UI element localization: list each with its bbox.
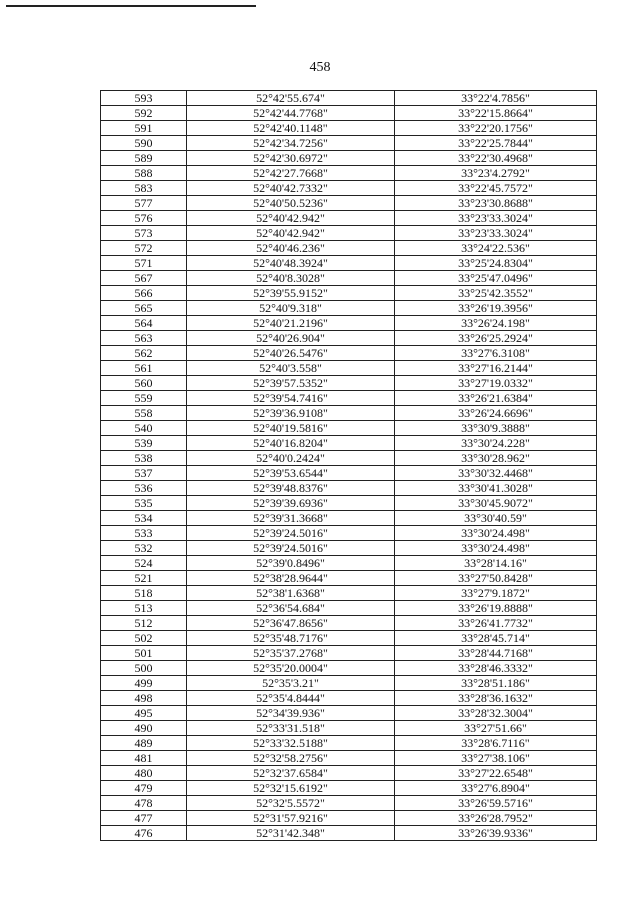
longitude-cell: 33°28'32.3004" [395, 706, 597, 721]
longitude-cell: 33°27'6.3108" [395, 346, 597, 361]
point-number-cell: 562 [101, 346, 187, 361]
table-row [101, 301, 597, 316]
longitude-cell: 33°27'22.6548" [395, 766, 597, 781]
longitude-cell: 33°26'24.198" [395, 316, 597, 331]
point-number-cell: 479 [101, 781, 187, 796]
longitude-cell: 33°30'45.9072" [395, 496, 597, 511]
latitude-cell: 52°35'37.2768" [187, 646, 395, 661]
point-number-cell: 591 [101, 121, 187, 136]
longitude-cell: 33°30'40.59" [395, 511, 597, 526]
latitude-cell: 52°32'37.6584" [187, 766, 395, 781]
latitude-cell: 52°39'57.5352" [187, 376, 395, 391]
longitude-cell: 33°27'16.2144" [395, 361, 597, 376]
latitude-cell: 52°40'26.5476" [187, 346, 395, 361]
table-row [101, 496, 597, 511]
table-row [101, 691, 597, 706]
point-number-cell: 533 [101, 526, 187, 541]
latitude-cell: 52°40'42.7332" [187, 181, 395, 196]
point-number-cell: 589 [101, 151, 187, 166]
table-row [101, 436, 597, 451]
coordinates-table [100, 90, 597, 841]
latitude-cell: 52°42'34.7256" [187, 136, 395, 151]
point-number-cell: 590 [101, 136, 187, 151]
longitude-cell: 33°28'45.714" [395, 631, 597, 646]
table-row [101, 601, 597, 616]
longitude-cell: 33°28'51.186" [395, 676, 597, 691]
longitude-cell: 33°23'30.8688" [395, 196, 597, 211]
longitude-cell: 33°26'59.5716" [395, 796, 597, 811]
page-number: 458 [309, 60, 331, 75]
latitude-cell: 52°32'58.2756" [187, 751, 395, 766]
table-row [101, 451, 597, 466]
table-row [101, 181, 597, 196]
point-number-cell: 513 [101, 601, 187, 616]
latitude-cell: 52°36'54.684" [187, 601, 395, 616]
longitude-cell: 33°27'51.66" [395, 721, 597, 736]
point-number-cell: 573 [101, 226, 187, 241]
longitude-cell: 33°28'14.16" [395, 556, 597, 571]
latitude-cell: 52°36'47.8656" [187, 616, 395, 631]
table-row [101, 226, 597, 241]
latitude-cell: 52°39'53.6544" [187, 466, 395, 481]
latitude-cell: 52°33'31.518" [187, 721, 395, 736]
table-row [101, 376, 597, 391]
latitude-cell: 52°35'3.21" [187, 676, 395, 691]
table-row [101, 331, 597, 346]
point-number-cell: 583 [101, 181, 187, 196]
longitude-cell: 33°23'33.3024" [395, 211, 597, 226]
point-number-cell: 593 [101, 91, 187, 106]
longitude-cell: 33°27'6.8904" [395, 781, 597, 796]
point-number-cell: 559 [101, 391, 187, 406]
longitude-cell: 33°30'28.962" [395, 451, 597, 466]
table-row [101, 256, 597, 271]
table-row [101, 616, 597, 631]
longitude-cell: 33°22'45.7572" [395, 181, 597, 196]
table-row [101, 781, 597, 796]
longitude-cell: 33°27'19.0332" [395, 376, 597, 391]
point-number-cell: 572 [101, 241, 187, 256]
point-number-cell: 576 [101, 211, 187, 226]
latitude-cell: 52°42'40.1148" [187, 121, 395, 136]
longitude-cell: 33°22'15.8664" [395, 106, 597, 121]
latitude-cell: 52°40'48.3924" [187, 256, 395, 271]
longitude-cell: 33°27'9.1872" [395, 586, 597, 601]
latitude-cell: 52°40'21.2196" [187, 316, 395, 331]
latitude-cell: 52°42'55.674" [187, 91, 395, 106]
table-row [101, 241, 597, 256]
point-number-cell: 495 [101, 706, 187, 721]
point-number-cell: 567 [101, 271, 187, 286]
table-row [101, 346, 597, 361]
point-number-cell: 588 [101, 166, 187, 181]
point-number-cell: 592 [101, 106, 187, 121]
longitude-cell: 33°28'36.1632" [395, 691, 597, 706]
latitude-cell: 52°39'24.5016" [187, 526, 395, 541]
table-row [101, 106, 597, 121]
table-row [101, 361, 597, 376]
latitude-cell: 52°32'15.6192" [187, 781, 395, 796]
point-number-cell: 518 [101, 586, 187, 601]
longitude-cell: 33°26'19.3956" [395, 301, 597, 316]
latitude-cell: 52°39'48.8376" [187, 481, 395, 496]
table-row [101, 166, 597, 181]
latitude-cell: 52°40'16.8204" [187, 436, 395, 451]
point-number-cell: 499 [101, 676, 187, 691]
point-number-cell: 481 [101, 751, 187, 766]
longitude-cell: 33°22'25.7844" [395, 136, 597, 151]
point-number-cell: 538 [101, 451, 187, 466]
point-number-cell: 476 [101, 826, 187, 841]
longitude-cell: 33°22'30.4968" [395, 151, 597, 166]
latitude-cell: 52°35'20.0004" [187, 661, 395, 676]
latitude-cell: 52°33'32.5188" [187, 736, 395, 751]
point-number-cell: 561 [101, 361, 187, 376]
point-number-cell: 480 [101, 766, 187, 781]
table-row [101, 766, 597, 781]
table-row [101, 271, 597, 286]
table-row [101, 91, 597, 106]
longitude-cell: 33°23'4.2792" [395, 166, 597, 181]
table-row [101, 316, 597, 331]
longitude-cell: 33°25'47.0496" [395, 271, 597, 286]
table-row [101, 676, 597, 691]
latitude-cell: 52°40'50.5236" [187, 196, 395, 211]
longitude-cell: 33°30'41.3028" [395, 481, 597, 496]
latitude-cell: 52°40'0.2424" [187, 451, 395, 466]
table-row [101, 646, 597, 661]
latitude-cell: 52°39'0.8496" [187, 556, 395, 571]
table-row [101, 466, 597, 481]
latitude-cell: 52°40'8.3028" [187, 271, 395, 286]
latitude-cell: 52°38'1.6368" [187, 586, 395, 601]
point-number-cell: 534 [101, 511, 187, 526]
table-row [101, 631, 597, 646]
point-number-cell: 564 [101, 316, 187, 331]
table-row [101, 526, 597, 541]
point-number-cell: 560 [101, 376, 187, 391]
table-row [101, 286, 597, 301]
latitude-cell: 52°39'39.6936" [187, 496, 395, 511]
latitude-cell: 52°40'9.318" [187, 301, 395, 316]
longitude-cell: 33°27'50.8428" [395, 571, 597, 586]
longitude-cell: 33°27'38.106" [395, 751, 597, 766]
longitude-cell: 33°28'6.7116" [395, 736, 597, 751]
table-row [101, 751, 597, 766]
table-row [101, 406, 597, 421]
point-number-cell: 524 [101, 556, 187, 571]
longitude-cell: 33°22'20.1756" [395, 121, 597, 136]
point-number-cell: 478 [101, 796, 187, 811]
longitude-cell: 33°30'32.4468" [395, 466, 597, 481]
latitude-cell: 52°40'42.942" [187, 211, 395, 226]
longitude-cell: 33°30'24.498" [395, 541, 597, 556]
point-number-cell: 500 [101, 661, 187, 676]
table-row [101, 541, 597, 556]
point-number-cell: 558 [101, 406, 187, 421]
longitude-cell: 33°22'4.7856" [395, 91, 597, 106]
header-rule [6, 5, 256, 7]
table-row [101, 391, 597, 406]
longitude-cell: 33°25'24.8304" [395, 256, 597, 271]
longitude-cell: 33°30'24.498" [395, 526, 597, 541]
latitude-cell: 52°35'48.7176" [187, 631, 395, 646]
table-row [101, 136, 597, 151]
latitude-cell: 52°40'42.942" [187, 226, 395, 241]
point-number-cell: 477 [101, 811, 187, 826]
table-row [101, 796, 597, 811]
coordinates-table-body [101, 91, 597, 841]
latitude-cell: 52°40'3.558" [187, 361, 395, 376]
table-row [101, 706, 597, 721]
longitude-cell: 33°26'21.6384" [395, 391, 597, 406]
table-row [101, 421, 597, 436]
latitude-cell: 52°32'5.5572" [187, 796, 395, 811]
point-number-cell: 563 [101, 331, 187, 346]
point-number-cell: 512 [101, 616, 187, 631]
longitude-cell: 33°26'24.6696" [395, 406, 597, 421]
longitude-cell: 33°26'19.8888" [395, 601, 597, 616]
point-number-cell: 577 [101, 196, 187, 211]
longitude-cell: 33°26'41.7732" [395, 616, 597, 631]
latitude-cell: 52°31'57.9216" [187, 811, 395, 826]
point-number-cell: 498 [101, 691, 187, 706]
longitude-cell: 33°25'42.3552" [395, 286, 597, 301]
point-number-cell: 540 [101, 421, 187, 436]
table-row [101, 196, 597, 211]
table-row [101, 151, 597, 166]
table-row [101, 661, 597, 676]
point-number-cell: 535 [101, 496, 187, 511]
latitude-cell: 52°39'55.9152" [187, 286, 395, 301]
table-row [101, 511, 597, 526]
longitude-cell: 33°30'9.3888" [395, 421, 597, 436]
latitude-cell: 52°42'27.7668" [187, 166, 395, 181]
table-row [101, 736, 597, 751]
latitude-cell: 52°40'26.904" [187, 331, 395, 346]
point-number-cell: 537 [101, 466, 187, 481]
latitude-cell: 52°40'19.5816" [187, 421, 395, 436]
longitude-cell: 33°23'33.3024" [395, 226, 597, 241]
point-number-cell: 539 [101, 436, 187, 451]
longitude-cell: 33°28'44.7168" [395, 646, 597, 661]
latitude-cell: 52°38'28.9644" [187, 571, 395, 586]
latitude-cell: 52°42'44.7768" [187, 106, 395, 121]
longitude-cell: 33°26'25.2924" [395, 331, 597, 346]
latitude-cell: 52°40'46.236" [187, 241, 395, 256]
table-row [101, 481, 597, 496]
latitude-cell: 52°31'42.348" [187, 826, 395, 841]
table-row [101, 586, 597, 601]
longitude-cell: 33°26'39.9336" [395, 826, 597, 841]
latitude-cell: 52°39'24.5016" [187, 541, 395, 556]
latitude-cell: 52°39'54.7416" [187, 391, 395, 406]
point-number-cell: 502 [101, 631, 187, 646]
table-row [101, 571, 597, 586]
longitude-cell: 33°24'22.536" [395, 241, 597, 256]
point-number-cell: 490 [101, 721, 187, 736]
longitude-cell: 33°28'46.3332" [395, 661, 597, 676]
latitude-cell: 52°39'31.3668" [187, 511, 395, 526]
point-number-cell: 489 [101, 736, 187, 751]
point-number-cell: 536 [101, 481, 187, 496]
table-row [101, 556, 597, 571]
table-row [101, 121, 597, 136]
point-number-cell: 532 [101, 541, 187, 556]
point-number-cell: 521 [101, 571, 187, 586]
point-number-cell: 565 [101, 301, 187, 316]
table-row [101, 811, 597, 826]
table-row [101, 211, 597, 226]
latitude-cell: 52°34'39.936" [187, 706, 395, 721]
table-row [101, 721, 597, 736]
point-number-cell: 571 [101, 256, 187, 271]
longitude-cell: 33°30'24.228" [395, 436, 597, 451]
table-row [101, 826, 597, 841]
latitude-cell: 52°42'30.6972" [187, 151, 395, 166]
point-number-cell: 566 [101, 286, 187, 301]
latitude-cell: 52°39'36.9108" [187, 406, 395, 421]
point-number-cell: 501 [101, 646, 187, 661]
latitude-cell: 52°35'4.8444" [187, 691, 395, 706]
longitude-cell: 33°26'28.7952" [395, 811, 597, 826]
